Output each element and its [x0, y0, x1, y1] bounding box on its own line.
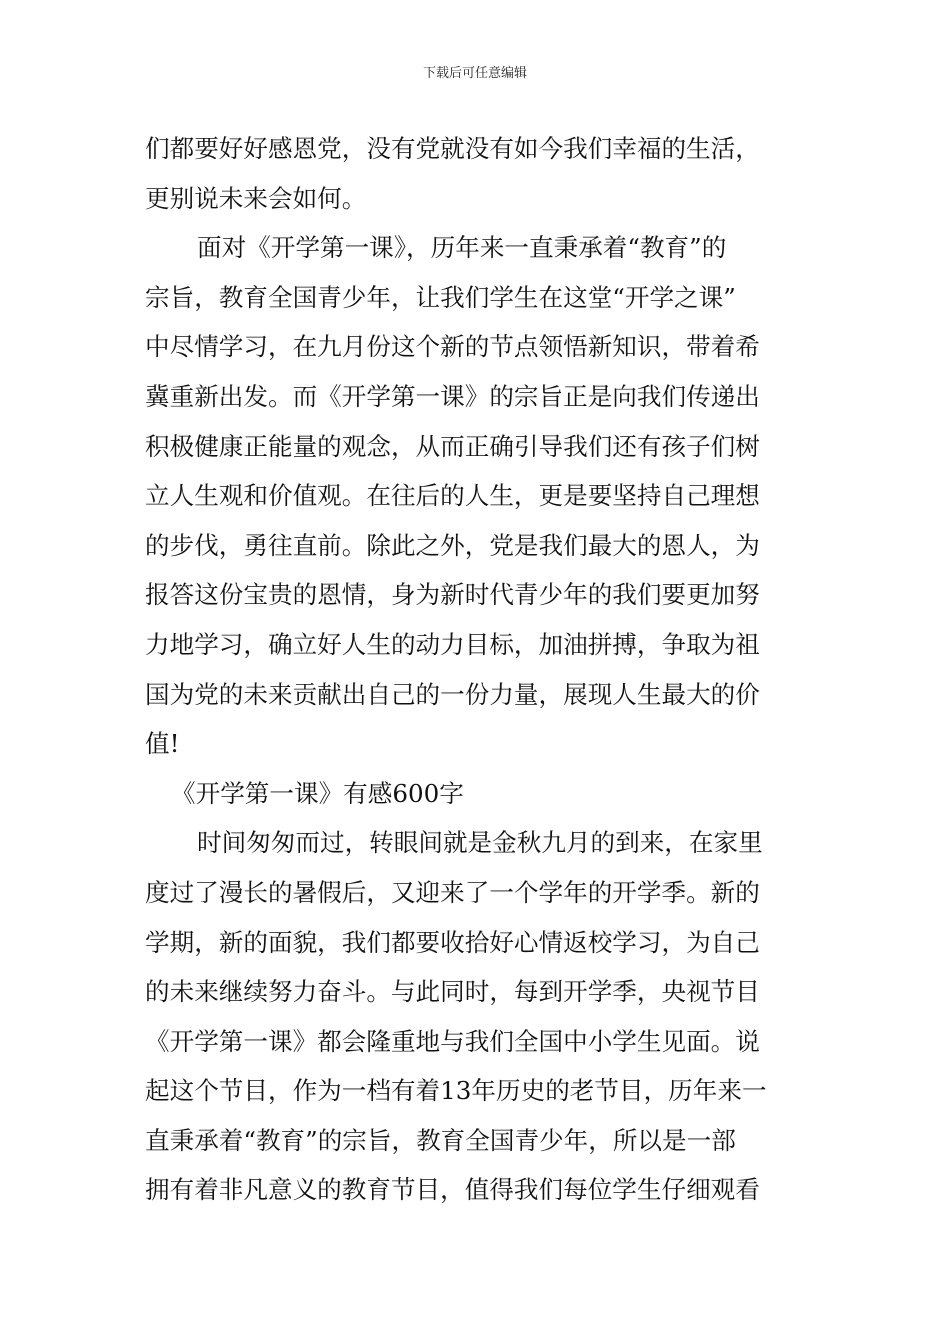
body-line: 值! [145, 729, 180, 759]
body-line: 立人生观和价值观。在往后的人生，更是要坚持自己理想 [145, 481, 760, 511]
body-line: 的步伐，勇往直前。除此之外，党是我们最大的恩人，为 [145, 530, 760, 560]
body-line: 拥有着非凡意义的教育节目，值得我们每位学生仔细观看 [145, 1175, 760, 1205]
body-line: 起这个节目，作为一档有着13年历史的老节目，历年来一 [145, 1076, 767, 1106]
body-line: 力地学习，确立好人生的动力目标，加油拼搏，争取为祖 [145, 629, 760, 659]
section-title: 《开学第一课》有感600字 [171, 778, 464, 808]
paragraph-start-line: 时间匆匆而过，转眼间就是金秋九月的到来，在家里 [197, 828, 763, 858]
body-line: 们都要好好感恩党，没有党就没有如今我们幸福的生活， [145, 134, 760, 163]
body-line: 更别说未来会如何。 [145, 183, 367, 213]
body-line: 报答这份宝贵的恩情，身为新时代青少年的我们要更加努 [145, 580, 760, 610]
body-line: 宗旨，教育全国青少年，让我们学生在这堂“开学之课” [145, 282, 736, 312]
body-line: 积极健康正能量的观念，从而正确引导我们还有孩子们树 [145, 431, 760, 461]
document-body [145, 124, 809, 1215]
paragraph-start-line: 面对《开学第一课》，历年来一直秉承着“教育”的 [197, 233, 727, 263]
page-header: 下载后可任意编辑 [422, 66, 527, 81]
body-line: 学期，新的面貌，我们都要收拾好心情返校学习，为自己 [145, 927, 760, 957]
body-line: 国为党的未来贡献出自己的一份力量，展现人生最大的价 [145, 679, 760, 709]
body-line: 的未来继续努力奋斗。与此同时，每到开学季，央视节目 [145, 977, 760, 1007]
body-line: 度过了漫长的暑假后，又迎来了一个学年的开学季。新的 [145, 877, 760, 907]
body-line: 《开学第一课》都会隆重地与我们全国中小学生见面。说 [145, 1026, 760, 1056]
body-line: 直秉承着“教育”的宗旨，教育全国青少年，所以是一部 [145, 1125, 736, 1155]
body-line: 冀重新出发。而《开学第一课》的宗旨正是向我们传递出 [145, 381, 760, 411]
body-line: 中尽情学习，在九月份这个新的节点领悟新知识，带着希 [145, 332, 760, 362]
